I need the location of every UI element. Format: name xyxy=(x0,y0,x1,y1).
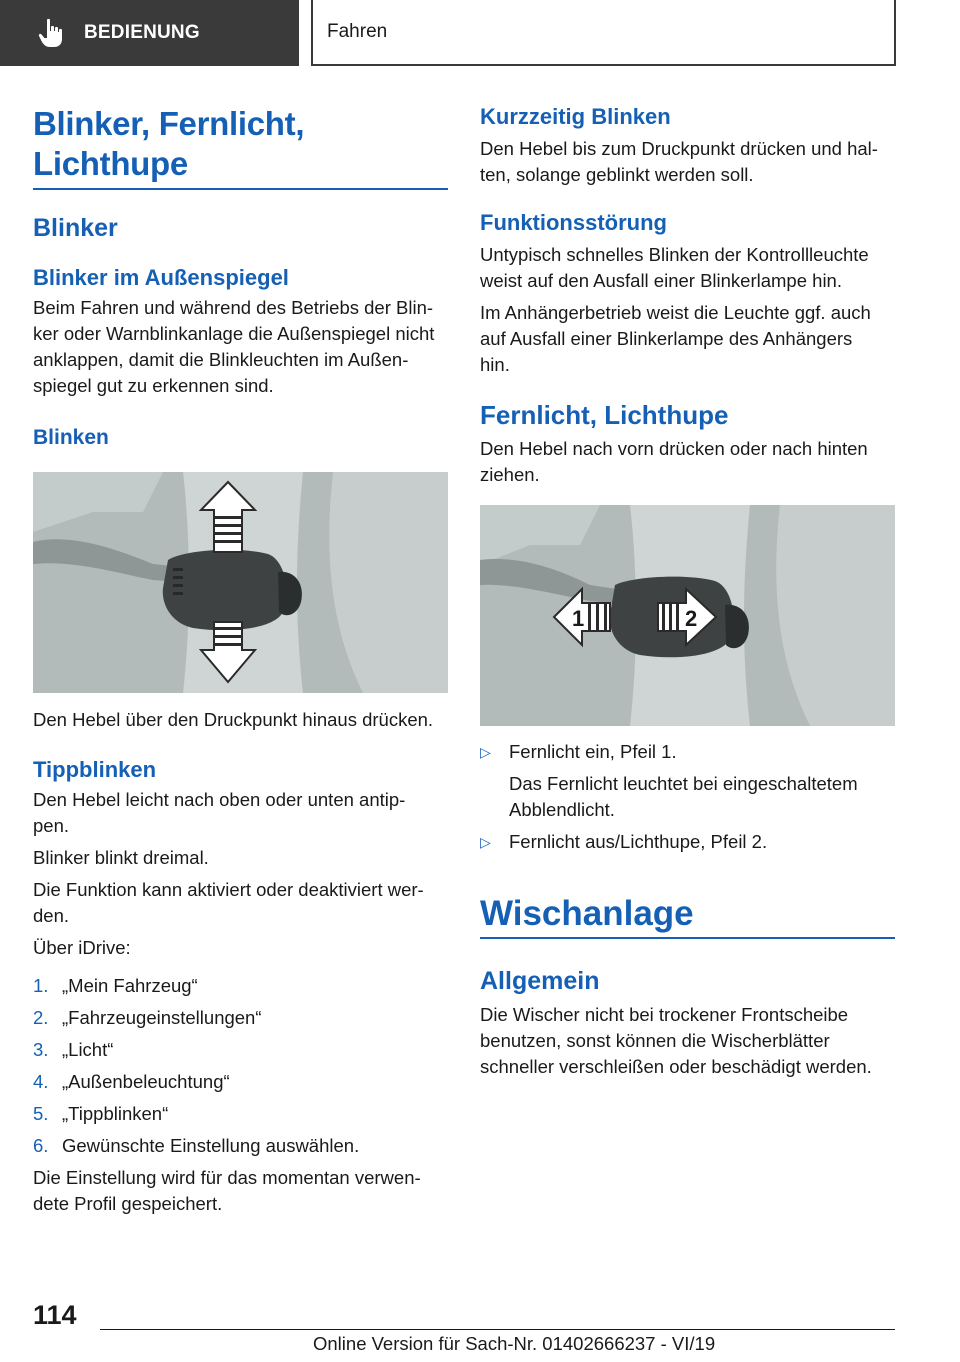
step-number: 1. xyxy=(33,975,49,996)
profile-text-line: Die Einstellung wird für das momentan verwen- xyxy=(33,1167,421,1188)
right-column xyxy=(480,100,895,1080)
tipp-text-line: Über iDrive: xyxy=(33,937,131,958)
stalk-up-down-illustration xyxy=(33,472,448,693)
tipp-text-line: den. xyxy=(33,905,70,926)
allg-heading: Allgemein xyxy=(480,967,600,995)
bullet-content xyxy=(509,739,858,823)
step-number: 2. xyxy=(33,1007,49,1028)
list-item xyxy=(33,973,448,999)
chapter-tab-label: BEDIENUNG xyxy=(84,22,200,43)
bullet-text: Fernlicht ein, Pfeil 1. xyxy=(509,741,677,762)
list-item xyxy=(33,1101,448,1127)
tipp-paragraph xyxy=(33,787,448,961)
stoer-paragraph xyxy=(480,242,895,378)
wisch-heading: Wischanlage xyxy=(480,894,694,933)
stoer-text-line: Im Anhängerbetrieb weist die Leuchte ggf. auch xyxy=(480,302,871,323)
mirror-text-line: ker oder Warnblinkanlage die Außenspiegel nicht xyxy=(33,323,435,344)
stoer-heading: Funktionsstörung xyxy=(480,210,667,235)
allg-text-line: benutzen, sonst können die Wischerblätter xyxy=(480,1030,830,1051)
stoer-text-line: Untypisch schnelles Blinken der Kontrollleuchte xyxy=(480,244,869,265)
bullet-subtext: Das Fernlicht leuchtet bei eingeschaltetem xyxy=(509,773,858,794)
step-text: „Fahrzeugeinstellungen“ xyxy=(62,1007,262,1028)
list-item xyxy=(33,1037,448,1063)
tipp-text-line: Die Funktion kann aktiviert oder deaktiviert wer- xyxy=(33,879,424,900)
kurz-text-line: Den Hebel bis zum Druckpunkt drücken und hal- xyxy=(480,138,878,159)
blinker-heading: Blinker xyxy=(33,214,118,242)
fernlicht-figure xyxy=(480,505,895,726)
wisch-title xyxy=(480,893,895,939)
step-number: 6. xyxy=(33,1135,49,1156)
chapter-tab[interactable] xyxy=(0,0,299,66)
list-item xyxy=(480,829,895,855)
page-title-line-1: Blinker, Fernlicht, xyxy=(33,105,305,142)
step-text: Gewünschte Einstellung auswählen. xyxy=(62,1135,360,1156)
triangle-right-icon: ▷ xyxy=(480,834,491,850)
tipp-text-line: Den Hebel leicht nach oben oder unten antip- xyxy=(33,789,406,810)
page-number: 114 xyxy=(33,1300,77,1330)
online-version-text: Online Version für Sach-Nr. 01402666237 - VI/19 xyxy=(313,1333,716,1354)
blinken-heading: Blinken xyxy=(33,426,109,449)
kurz-heading: Kurzzeitig Blinken xyxy=(480,104,671,129)
blinken-figure xyxy=(33,472,448,693)
step-number: 3. xyxy=(33,1039,49,1060)
tipp-text-line: Blinker blinkt dreimal. xyxy=(33,847,209,868)
allg-text-line: schneller verschleißen oder beschädigt werden. xyxy=(480,1056,872,1077)
kurz-paragraph xyxy=(480,136,895,188)
stoer-text-line: auf Ausfall einer Blinkerlampe des Anhängers xyxy=(480,328,853,349)
profile-paragraph xyxy=(33,1165,448,1217)
bullet-subtext: Abblendlicht. xyxy=(509,799,615,820)
section-tab[interactable] xyxy=(311,0,896,66)
step-number: 5. xyxy=(33,1103,49,1124)
page-title xyxy=(33,100,448,190)
tipp-heading: Tippblinken xyxy=(33,757,157,782)
fern-heading: Fernlicht, Lichthupe xyxy=(480,400,729,430)
step-number: 4. xyxy=(33,1071,49,1092)
idrive-steps xyxy=(33,973,448,1159)
hand-pointer-icon xyxy=(38,18,66,48)
fernlicht-bullets xyxy=(480,739,895,855)
footer-divider xyxy=(100,1329,895,1330)
fern-paragraph xyxy=(480,436,895,488)
section-tab-label: Fahren xyxy=(327,21,388,42)
step-text: „Licht“ xyxy=(62,1039,114,1060)
triangle-right-icon: ▷ xyxy=(480,744,491,760)
list-item xyxy=(480,739,895,823)
mirror-text-line: Beim Fahren und während des Betriebs der Blin- xyxy=(33,297,434,318)
page-title-line-2: Lichthupe xyxy=(33,145,188,182)
stoer-text-line: weist auf den Ausfall einer Blinkerlampe hin. xyxy=(480,270,842,291)
list-item xyxy=(33,1133,448,1159)
allg-paragraph xyxy=(480,1002,895,1080)
allg-text-line: Die Wischer nicht bei trockener Frontscheibe xyxy=(480,1004,849,1025)
kurz-text-line: ten, solange geblinkt werden soll. xyxy=(480,164,754,185)
bullet-text: Fernlicht aus/Lichthupe, Pfeil 2. xyxy=(509,831,768,852)
mirror-text-line: anklappen, damit die Blinkleuchten im Außen- xyxy=(33,349,409,370)
stalk-push-pull-illustration xyxy=(480,505,895,726)
step-text: „Tippblinken“ xyxy=(62,1103,169,1124)
mirror-paragraph xyxy=(33,295,448,399)
list-item xyxy=(33,1069,448,1095)
stoer-text-line: hin. xyxy=(480,354,510,375)
arrow-2-label: 2 xyxy=(685,606,698,631)
mirror-heading: Blinker im Außenspiegel xyxy=(33,265,289,290)
left-column xyxy=(33,100,448,1217)
step-text: „Außenbeleuchtung“ xyxy=(62,1071,230,1092)
fern-text-line: Den Hebel nach vorn drücken oder nach hinten xyxy=(480,438,868,459)
step-text: „Mein Fahrzeug“ xyxy=(62,975,198,996)
arrow-1-label: 1 xyxy=(572,606,585,631)
mirror-text-line: spiegel gut zu erkennen sind. xyxy=(33,375,274,396)
fern-text-line: ziehen. xyxy=(480,464,540,485)
tipp-text-line: pen. xyxy=(33,815,70,836)
blinken-caption: Den Hebel über den Druckpunkt hinaus drücken. xyxy=(33,709,434,730)
profile-text-line: dete Profil gespeichert. xyxy=(33,1193,223,1214)
list-item xyxy=(33,1005,448,1031)
